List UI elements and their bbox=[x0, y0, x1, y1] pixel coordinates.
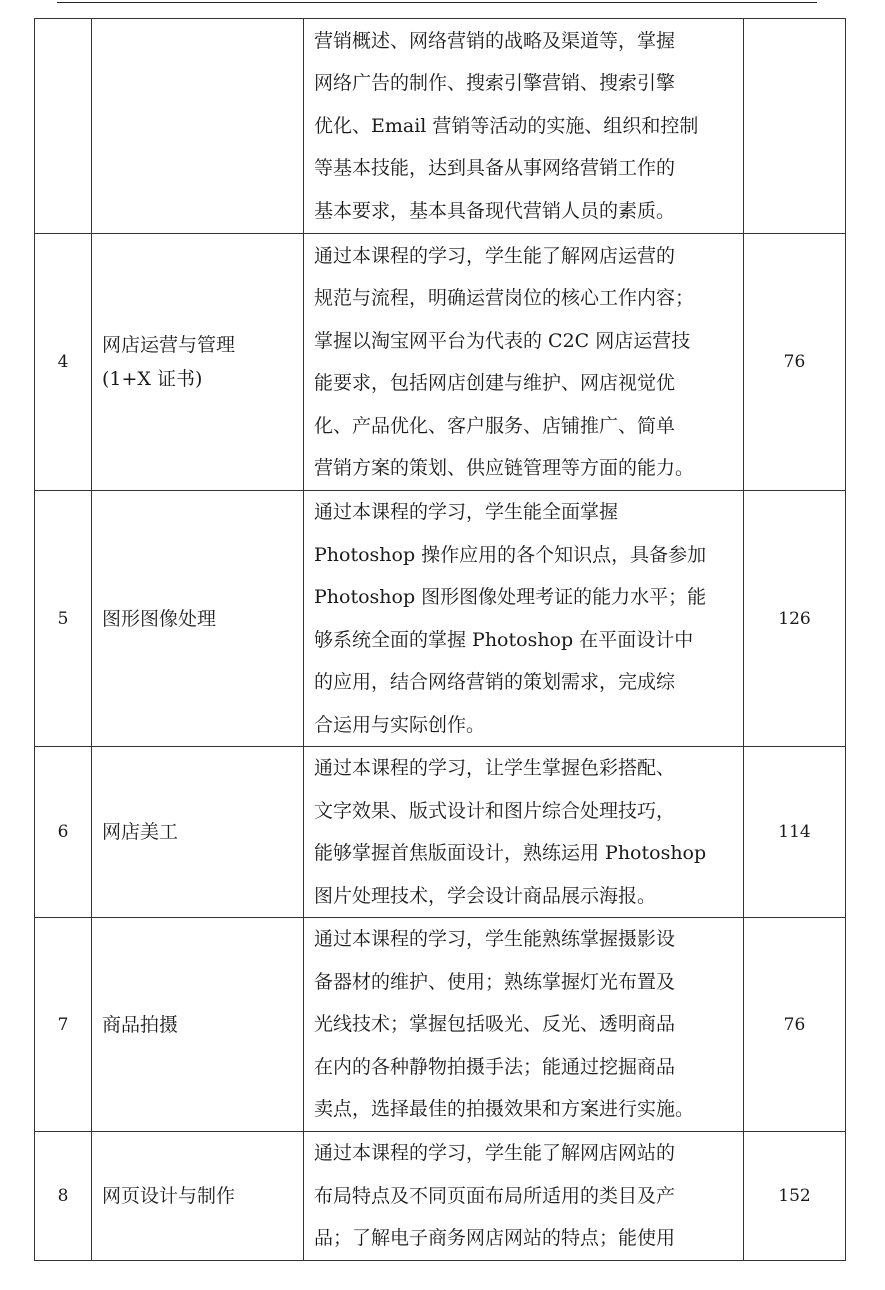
table-row bbox=[35, 1132, 846, 1261]
description-line: 能要求，包括网店创建与维护、网店视觉优 bbox=[314, 372, 676, 394]
course-name-line: 网店美工 bbox=[102, 821, 179, 843]
description-line: 网络广告的制作、搜索引擎营销、搜索引擎 bbox=[314, 72, 676, 95]
description-line: 布局特点及不同页面布局所适用的类目及产 bbox=[314, 1184, 676, 1207]
description-line: Photoshop 图形图像处理考证的能力水平；能 bbox=[314, 586, 707, 608]
description-line: 光线技术；掌握包括吸光、反光、透明商品 bbox=[314, 1013, 676, 1036]
description-line: 通过本课程的学习，学生能了解网店网站的 bbox=[314, 1142, 676, 1164]
description-line: 规范与流程，明确运营岗位的核心工作内容； bbox=[314, 287, 695, 309]
description-line: 在内的各种静物拍摄手法；能通过挖掘商品 bbox=[314, 1055, 676, 1078]
description-line: 能够掌握首焦版面设计，熟练运用 Photoshop bbox=[314, 842, 707, 864]
description-line: 营销方案的策划、供应链管理等方面的能力。 bbox=[314, 457, 695, 479]
description-line: 备器材的维护、使用；熟练掌握灯光布置及 bbox=[314, 970, 676, 993]
course-hours: 114 bbox=[744, 747, 846, 918]
course-description bbox=[304, 1132, 744, 1261]
course-name-line: 图形图像处理 bbox=[102, 607, 217, 630]
course-number: 5 bbox=[35, 491, 92, 747]
course-table bbox=[34, 18, 846, 1261]
course-name bbox=[92, 747, 304, 918]
table-row bbox=[35, 234, 846, 491]
description-line: 通过本课程的学习，学生能熟练掌握摄影设 bbox=[314, 928, 676, 951]
description-line: 等基本技能，达到具备从事网络营销工作的 bbox=[314, 157, 676, 180]
course-number: 7 bbox=[35, 918, 92, 1132]
course-name bbox=[92, 19, 304, 234]
course-hours: 152 bbox=[744, 1132, 846, 1261]
table-row bbox=[35, 918, 846, 1132]
course-name-line: (1+X 证书) bbox=[102, 368, 203, 390]
course-name-line: 网页设计与制作 bbox=[102, 1185, 236, 1207]
description-line: 营销概述、网络营销的战略及渠道等，掌握 bbox=[314, 29, 676, 52]
course-hours: 126 bbox=[744, 491, 846, 747]
course-number: 6 bbox=[35, 747, 92, 918]
course-hours bbox=[744, 19, 846, 234]
course-hours: 76 bbox=[744, 918, 846, 1132]
course-number bbox=[35, 19, 92, 234]
description-line: 优化、Email 营销等活动的实施、组织和控制 bbox=[314, 114, 699, 137]
description-line: 品；了解电子商务网店网站的特点；能使用 bbox=[314, 1227, 676, 1249]
course-description bbox=[304, 491, 744, 747]
description-line: 图片处理技术，学会设计商品展示海报。 bbox=[314, 884, 657, 907]
course-name-line: 网店运营与管理 bbox=[102, 334, 236, 356]
description-line: 化、产品优化、客户服务、店铺推广、简单 bbox=[314, 414, 676, 437]
table-row bbox=[35, 747, 846, 918]
table-row bbox=[35, 491, 846, 747]
description-line: 通过本课程的学习，学生能全面掌握 bbox=[314, 501, 619, 523]
course-description bbox=[304, 918, 744, 1132]
course-description bbox=[304, 747, 744, 918]
description-line: 文字效果、版式设计和图片综合处理技巧， bbox=[314, 799, 676, 822]
description-line: 够系统全面的掌握 Photoshop 在平面设计中 bbox=[314, 628, 694, 651]
course-number: 4 bbox=[35, 234, 92, 491]
course-description bbox=[304, 234, 744, 491]
description-line: 的应用，结合网络营销的策划需求，完成综 bbox=[314, 671, 676, 693]
description-line: Photoshop 操作应用的各个知识点，具备参加 bbox=[314, 543, 707, 566]
description-line: 通过本课程的学习，学生能了解网店运营的 bbox=[314, 244, 676, 267]
description-line: 基本要求，基本具备现代营销人员的素质。 bbox=[314, 199, 676, 222]
description-line: 掌握以淘宝网平台为代表的 C2C 网店运营技 bbox=[314, 329, 691, 352]
course-name bbox=[92, 918, 304, 1132]
course-hours: 76 bbox=[744, 234, 846, 491]
course-number: 8 bbox=[35, 1132, 92, 1261]
course-name bbox=[92, 234, 304, 491]
course-description bbox=[304, 19, 744, 234]
description-line: 合运用与实际创作。 bbox=[314, 713, 486, 736]
header-rule bbox=[57, 2, 817, 3]
course-name-line: 商品拍摄 bbox=[102, 1013, 179, 1036]
table-row bbox=[35, 19, 846, 234]
course-name bbox=[92, 491, 304, 747]
description-line: 通过本课程的学习，让学生掌握色彩搭配、 bbox=[314, 757, 676, 779]
description-line: 卖点，选择最佳的拍摄效果和方案进行实施。 bbox=[314, 1098, 695, 1121]
course-name bbox=[92, 1132, 304, 1261]
